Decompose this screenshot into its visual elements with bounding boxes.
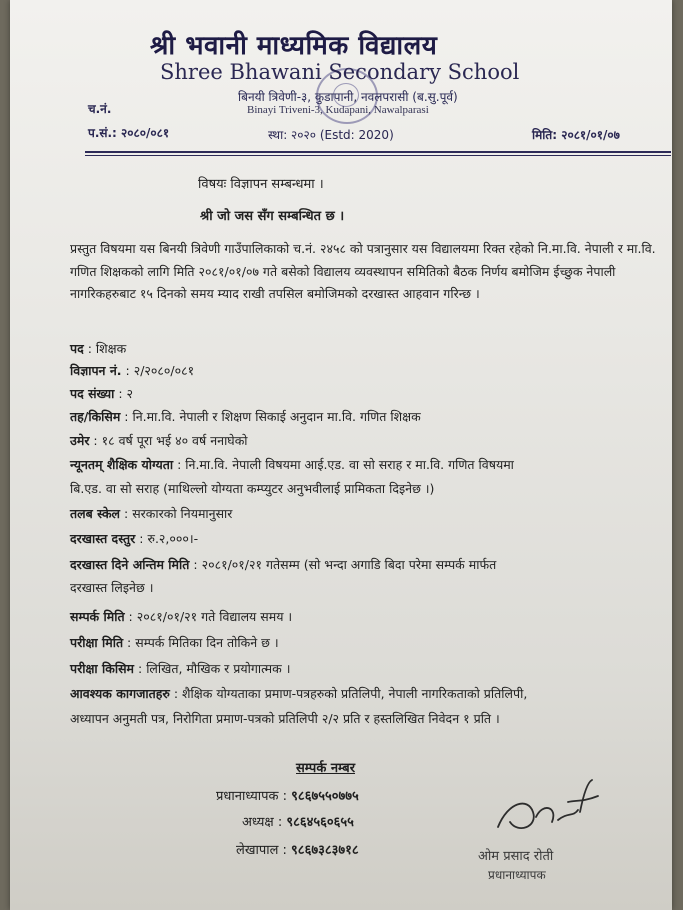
contact-chairperson: अध्यक्ष : ९८६४५६०६५५ (242, 815, 354, 830)
field-deadline: दरखास्त दिने अन्तिम मिति : २०८१/०१/२१ गतेसम्म (सो भन्दा अगाडि बिदा परेमा सम्पर्क मार्फत (70, 557, 497, 572)
field-documents: आवश्यक कागजातहरु : शैक्षिक योग्यताका प्रमाण-पत्रहरुको प्रतिलिपी, नेपाली नागरिकताको प्रतिलिपी, (70, 686, 528, 701)
contact-headteacher: प्रधानाध्यापक : ९८६७५५०७७५ (216, 789, 359, 804)
contact-accountant: लेखापाल : ९८६७३८३७१८ (236, 843, 359, 858)
pa-sa-number: प.सं.: २०८०/०८१ (88, 126, 170, 140)
body-paragraph: प्रस्तुत विषयमा यस बिनयी त्रिवेणी गाउँपालिकाको च.नं. २४५८ को पत्रानुसार यस विद्यालयमा रिक्त रहेको नि.मा.वि. नेपाली र मा.वि. गणित शिक्षकको लागि मिति २०८१/०१/०७ गते बसेको विद्यालय व्यवस्थापन समितिको बैठक निर्णय बमोजिम ईच्छुक नेपाली नागरिकहरुबाट १५ दिनको समय म्याद राखी तपसिल बमोजिमको दरखास्त आहवान गरिन्छ । (70, 241, 656, 301)
established-year: स्था: २०२० (Estd: 2020) (268, 128, 394, 142)
addressee-line: श्री जो जस सँग सम्बन्धित छ । (200, 209, 345, 224)
field-qualification: न्यूनतम् शैक्षिक योग्यता : नि.मा.वि. नेपाली विषयमा आई.एड. वा सो सराह र मा.वि. गणित विषयमा (70, 457, 514, 472)
field-exam-date: परीक्षा मिति : सम्पर्क मितिका दिन तोकिने छ । (70, 635, 279, 650)
field-ad-number: विज्ञापन नं. : २/२०८०/०८१ (70, 363, 195, 378)
field-age: उमेर : १८ वर्ष पूरा भई ४० वर्ष ननाघेको (70, 433, 248, 448)
handwritten-signature (488, 772, 608, 842)
header-divider (85, 151, 671, 153)
field-fee: दरखास्त दस्तुर : रु.२,०००।- (70, 531, 199, 546)
school-name-nepali: श्री भवानी माध्यमिक विद्यालय (150, 31, 438, 61)
subject-line: विषयः विज्ञापन सम्बन्धमा । (198, 177, 324, 192)
school-name-english: Shree Bhawani Secondary School (160, 60, 520, 84)
field-qualification-cont: बि.एड. वा सो सराह (माथिल्लो योग्यता कम्प्युटर अनुभवीलाई प्रामिकता दिइनेछ ।) (70, 481, 435, 496)
contact-heading: सम्पर्क नम्बर (296, 761, 356, 776)
letter-page (10, 0, 672, 910)
letter-date: मिति: २०८१/०१/०७ (532, 128, 620, 142)
address-nepali: बिनयी त्रिवेणी-३, कुडापानी, नवलपरासी (ब.सु.पूर्व) (238, 90, 458, 104)
field-contact-date: सम्पर्क मिति : २०८१/०१/२१ गते विद्यालय समय । (70, 609, 293, 624)
field-level: तह/किसिम : नि.मा.वि. नेपाली र शिक्षण सिकाई अनुदान मा.वि. गणित शिक्षक (70, 409, 421, 424)
field-post-count: पद संख्या : २ (70, 386, 134, 401)
address-english: Binayi Triveni-3, Kudapani, Nawalparasi (247, 104, 429, 116)
header-divider-thin (85, 155, 671, 156)
field-exam-type: परीक्षा किसिम : लिखित, मौखिक र प्रयोगात्मक । (70, 661, 291, 676)
field-deadline-cont: दरखास्त लिइनेछ । (70, 580, 154, 595)
field-documents-cont: अध्यापन अनुमती पत्र, निरोगिता प्रमाण-पत्रको प्रतिलिपी २/२ प्रति र हस्तलिखित निवेदन १ प्रति । (70, 711, 500, 726)
cha-no: च.नं. (88, 102, 112, 116)
field-post: पद : शिक्षक (70, 341, 127, 356)
signatory-title: प्रधानाध्यापक (488, 868, 546, 882)
field-salary: तलब स्केल : सरकारको नियमानुसार (70, 506, 233, 521)
signatory-name: ओम प्रसाद रोती (478, 849, 554, 864)
